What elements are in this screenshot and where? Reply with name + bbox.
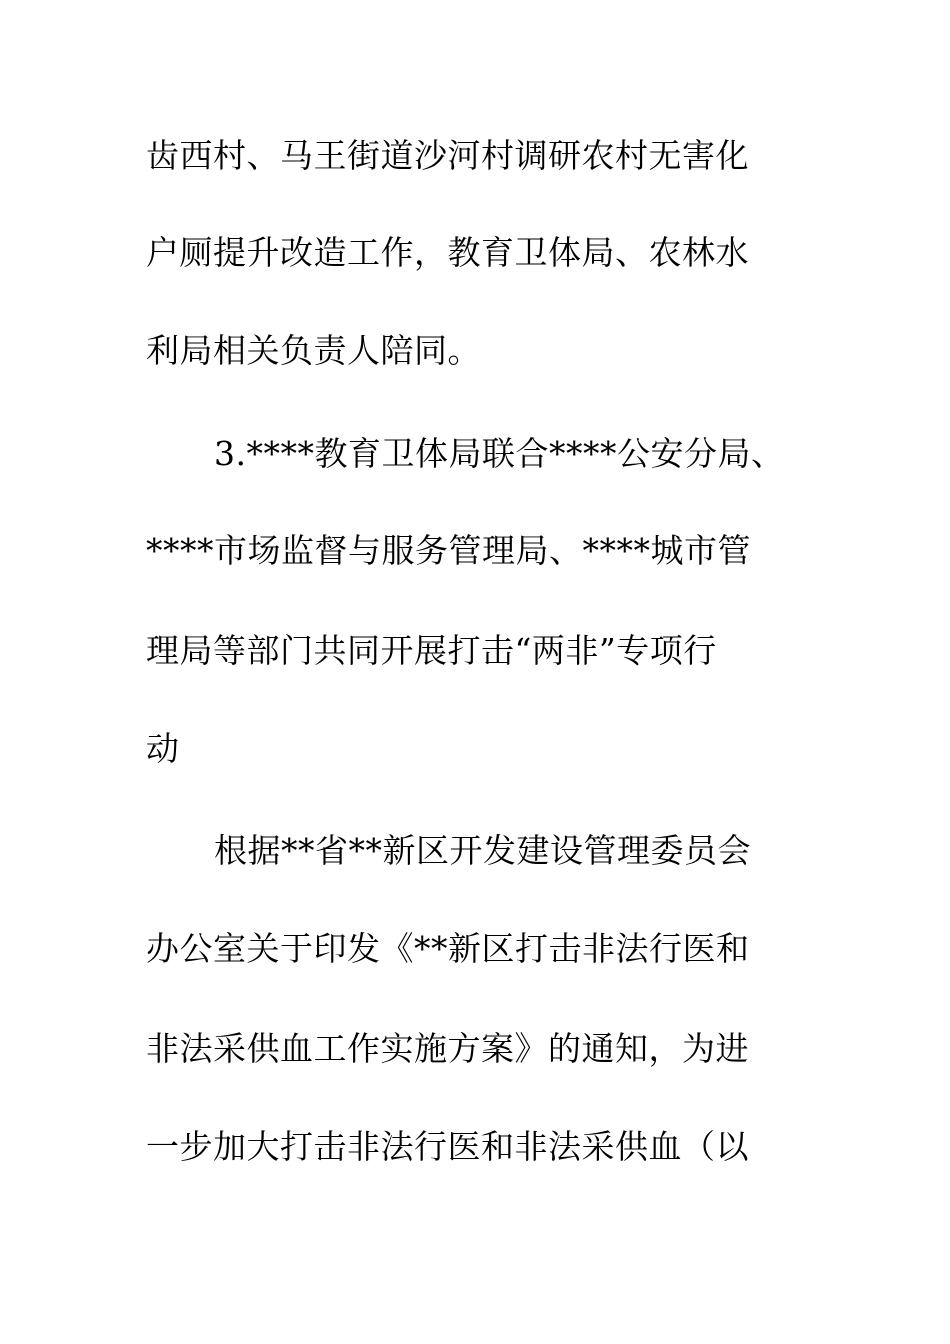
- paragraph-line: 办公室关于印发《**新区打击非法行医和: [146, 929, 750, 968]
- paragraph-line: 根据**省**新区开发建设管理委员会: [214, 831, 751, 870]
- section-heading-line: 3.****教育卫体局联合****公安分局、: [214, 434, 785, 473]
- paragraph-line: 利局相关负责人陪同。: [146, 331, 481, 370]
- paragraph-line: 户厕提升改造工作，教育卫体局、农林水: [146, 233, 749, 272]
- paragraph-line: 一步加大打击非法行医和非法采供血（以: [146, 1127, 749, 1166]
- paragraph-line: 非法采供血工作实施方案》的通知，为进: [146, 1029, 749, 1068]
- section-heading-line: ****市场监督与服务管理局、****城市管: [146, 531, 751, 570]
- section-heading-line: 动: [146, 729, 180, 768]
- section-heading-line: 理局等部门共同开展打击“两非”专项行: [146, 631, 717, 670]
- paragraph-line: 齿西村、马王街道沙河村调研农村无害化: [146, 136, 749, 175]
